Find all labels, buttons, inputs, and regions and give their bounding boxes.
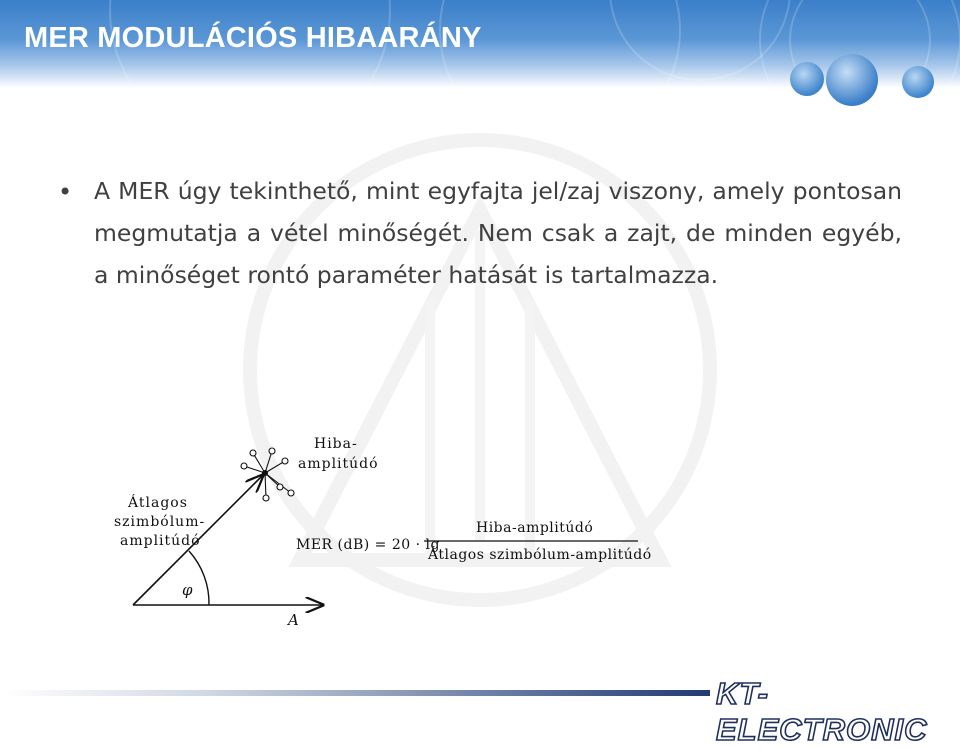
error-amplitude-label: Hiba-	[314, 436, 358, 452]
average-amplitude-label: szimbólum-	[114, 514, 206, 530]
footer-divider	[0, 690, 710, 696]
error-amplitude-label: amplitúdó	[298, 456, 379, 472]
phi-label: φ	[182, 581, 193, 599]
mer-diagram	[100, 425, 660, 635]
bullet-paragraph: A MER úgy tekinthető, mint egyfajta jel/zaj viszony, amely pontosan megmutatja a vétel minőségét. Nem csak a zajt, de minden egyéb, a minőséget rontó paraméter hatását is tartalmazza.	[94, 177, 902, 289]
formula-denominator: Átlagos szimbólum-amplitúdó	[428, 547, 652, 563]
kt-electronic-logo: KT-ELECTRONIC	[716, 676, 928, 747]
average-amplitude-label: amplitúdó	[120, 533, 201, 549]
formula-numerator: Hiba-amplitúdó	[476, 520, 594, 536]
formula-lhs: MER (dB) = 20 · lg	[296, 537, 440, 553]
slide-title: MER MODULÁCIÓS HIBAARÁNY	[24, 22, 482, 54]
bubble-decoration	[902, 66, 934, 98]
bubble-decoration	[790, 62, 824, 96]
average-amplitude-label: Átlagos	[128, 495, 188, 511]
axis-a-label: A	[288, 611, 299, 629]
bubble-decoration	[826, 54, 878, 106]
error-vector-cluster	[241, 448, 294, 501]
bullet-marker: •	[58, 178, 73, 206]
